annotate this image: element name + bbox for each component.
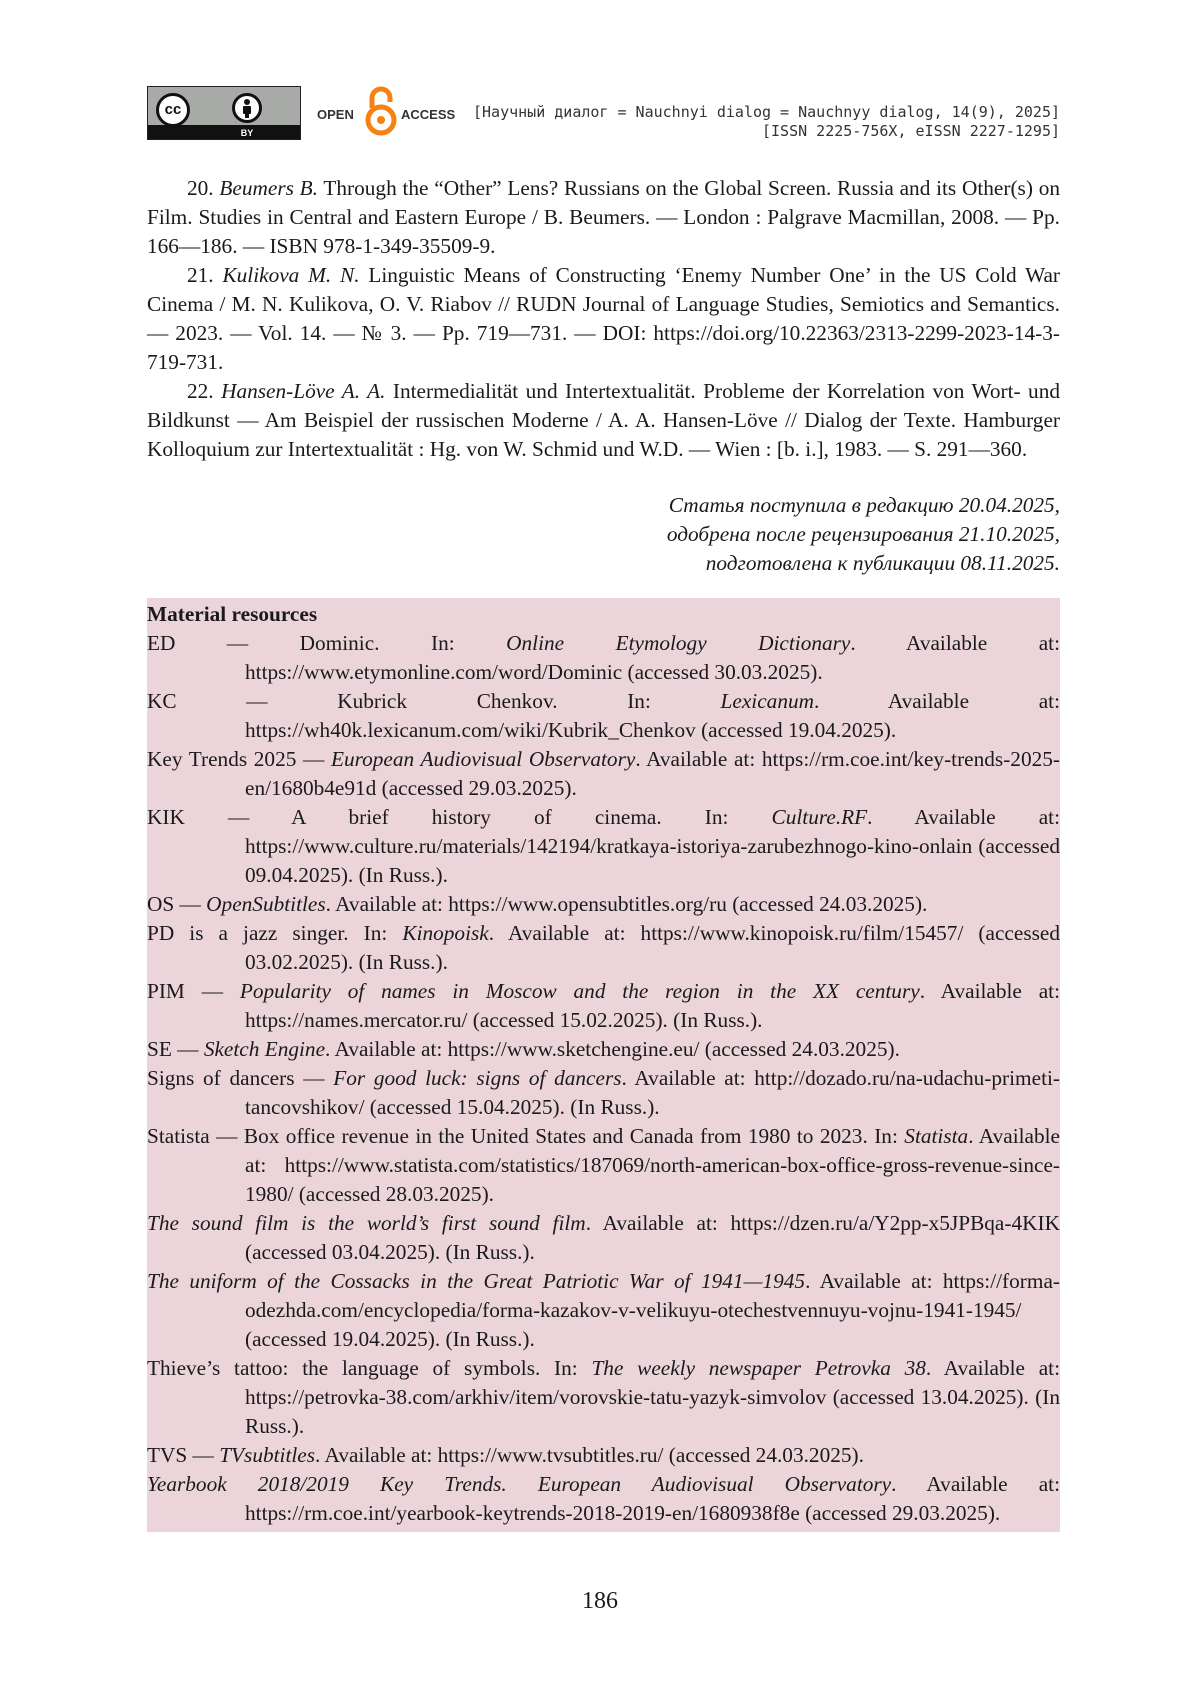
- reference-text: Through the “Other” Lens? Russians on the Global Screen. Russia and its Other(s) on Film. Studies in Central and Eastern Europe / B. Beumers. — London : Palgrave Macmillan, 2008. — Pp. 166—186. — ISBN 978-1-349-35509-9.: [147, 176, 1060, 258]
- material-item: Yearbook 2018/2019 Key Trends. European Audiovisual Observatory. Available at: https://rm.coe.int/yearbook-keytrends-2018-2019-en/1680938f8e (accessed 29.03.2025).: [147, 1472, 1060, 1525]
- material-item: KIK — A brief history of cinema. In: Culture.RF. Available at: https://www.culture.ru/materials/142194/kratkaya-istoriya-zarubezhnogo-kino-onlain (accessed 09.04.2025). (In Russ.).: [147, 805, 1061, 887]
- reference-author: Kulikova M. N.: [222, 263, 360, 287]
- reference-author: Beumers B.: [219, 176, 318, 200]
- reference-number: 20.: [187, 176, 214, 200]
- by-label: BY: [240, 128, 254, 138]
- cc-bar: [148, 125, 300, 139]
- open-access-word-access: ACCESS: [401, 107, 456, 122]
- material-item: PD is a jazz singer. In: Kinopoisk. Available at: https://www.kinopoisk.ru/film/15457/ (accessed 03.02.2025). (In Russ.).: [147, 921, 1060, 974]
- journal-issn-line: [ISSN 2225-756X, eISSN 2227-1295]: [761, 122, 1060, 140]
- page-number: 186: [582, 1588, 618, 1614]
- material-item: PIM — Popularity of names in Moscow and the region in the XX century. Available at: https://names.mercator.ru/ (accessed 15.02.2025). (In Russ.).: [147, 979, 1060, 1032]
- journal-title-line: [Научный диалог = Nauchnyi dialog = Nauchnyy dialog, 14(9), 2025]: [473, 103, 1060, 121]
- creative-commons-by-icon[interactable]: [147, 86, 301, 140]
- submission-dates: [147, 491, 1060, 578]
- attribution-person-icon: [232, 93, 262, 123]
- reference-number: 21.: [187, 263, 214, 287]
- reference-number: 22.: [187, 379, 214, 403]
- date-prepared: подготовлена к публикации 08.11.2025.: [705, 551, 1060, 575]
- reference-author: Hansen-Löve A. A.: [221, 379, 386, 403]
- material-item: KC — Kubrick Chenkov. In: Lexicanum. Available at: https://wh40k.lexicanum.com/wiki/Kubrik_Chenkov (accessed 19.04.2025).: [147, 689, 1060, 742]
- material-item: TVS — TVsubtitles. Available at: https://www.tvsubtitles.ru/ (accessed 24.03.2025).: [147, 1443, 864, 1467]
- open-access-lock-icon: [363, 86, 399, 138]
- material-item: Thieve’s tattoo: the language of symbols. In: The weekly newspaper Petrovka 38. Available at: https://petrovka-38.com/arkhiv/item/vorovskie-tatu-yazyk-simvolov (accessed 13.04.2025). (In Russ.).: [147, 1356, 1060, 1438]
- material-resources: [147, 598, 1060, 1532]
- material-item: OS — OpenSubtitles. Available at: https://www.opensubtitles.org/ru (accessed 24.03.2025).: [147, 892, 928, 916]
- material-item: The uniform of the Cossacks in the Great Patriotic War of 1941—1945. Available at: https://forma-odezhda.com/encyclopedia/forma-kazakov-v-velikuyu-otechestvennuyu-vojnu-1941-1945/ (accessed 19.04.2025). (In Russ.).: [147, 1269, 1060, 1351]
- reference-text: Intermedialität und Intertextualität. Probleme der Korrelation von Wort- und Bildkunst — Am Beispiel der russischen Moderne / A. A. Hansen-Löve // Dialog der Texte. Hamburger Kolloquium zur Intertextualität : Hg. von W. Schmid und W.D. — Wien : [b. i.], 1983. — S. 291—360.: [147, 379, 1060, 461]
- reference-text: Linguistic Means of Constructing ‘Enemy Number One’ in the US Cold War Cinema / M. N. Kulikova, O. V. Riabov // RUDN Journal of Language Studies, Semiotics and Semantics. — 2023. — Vol. 14. — № 3. — Pp. 719—731. — DOI: https://doi.org/10.22363/2313-2299-2023-14-3-719-731.: [147, 263, 1061, 374]
- article-content: [147, 174, 1060, 1532]
- reference-item: [147, 377, 1060, 464]
- open-access-logo[interactable]: [317, 83, 467, 143]
- date-received: Статья поступила в редакцию 20.04.2025,: [668, 493, 1060, 517]
- material-item: Statista — Box office revenue in the United States and Canada from 1980 to 2023. In: Statista. Available at: https://www.statista.com/statistics/187069/north-american-box-office-gross-revenue-since-1980/ (accessed 28.03.2025).: [147, 1124, 1060, 1206]
- material-item: SE — Sketch Engine. Available at: https://www.sketchengine.eu/ (accessed 24.03.2025).: [147, 1037, 900, 1061]
- open-access-word-open: OPEN: [317, 107, 354, 122]
- cc-logo: cc: [156, 93, 190, 127]
- reference-item: [147, 174, 1060, 261]
- reference-item: [147, 261, 1060, 377]
- material-item: Signs of dancers — For good luck: signs of dancers. Available at: http://dozado.ru/na-udachu-primeti-tancovshikov/ (accessed 15.04.2025). (In Russ.).: [147, 1066, 1060, 1119]
- material-resources-title: Material resources: [147, 602, 318, 626]
- material-item: ED — Dominic. In: Online Etymology Dictionary. Available at: https://www.etymonline.com/word/Dominic (accessed 30.03.2025).: [147, 631, 1060, 684]
- date-approved: одобрена после рецензирования 21.10.2025,: [666, 522, 1060, 546]
- material-item: The sound film is the world’s first sound film. Available at: https://dzen.ru/a/Y2pp-x5JPBqa-4KIK (accessed 03.04.2025). (In Russ.).: [147, 1211, 1060, 1264]
- journal-info: [473, 103, 1060, 141]
- material-item: Key Trends 2025 — European Audiovisual Observatory. Available at: https://rm.coe.int/key-trends-2025-en/1680b4e91d (accessed 29.03.2025).: [147, 747, 1060, 800]
- page-header: [147, 83, 1060, 143]
